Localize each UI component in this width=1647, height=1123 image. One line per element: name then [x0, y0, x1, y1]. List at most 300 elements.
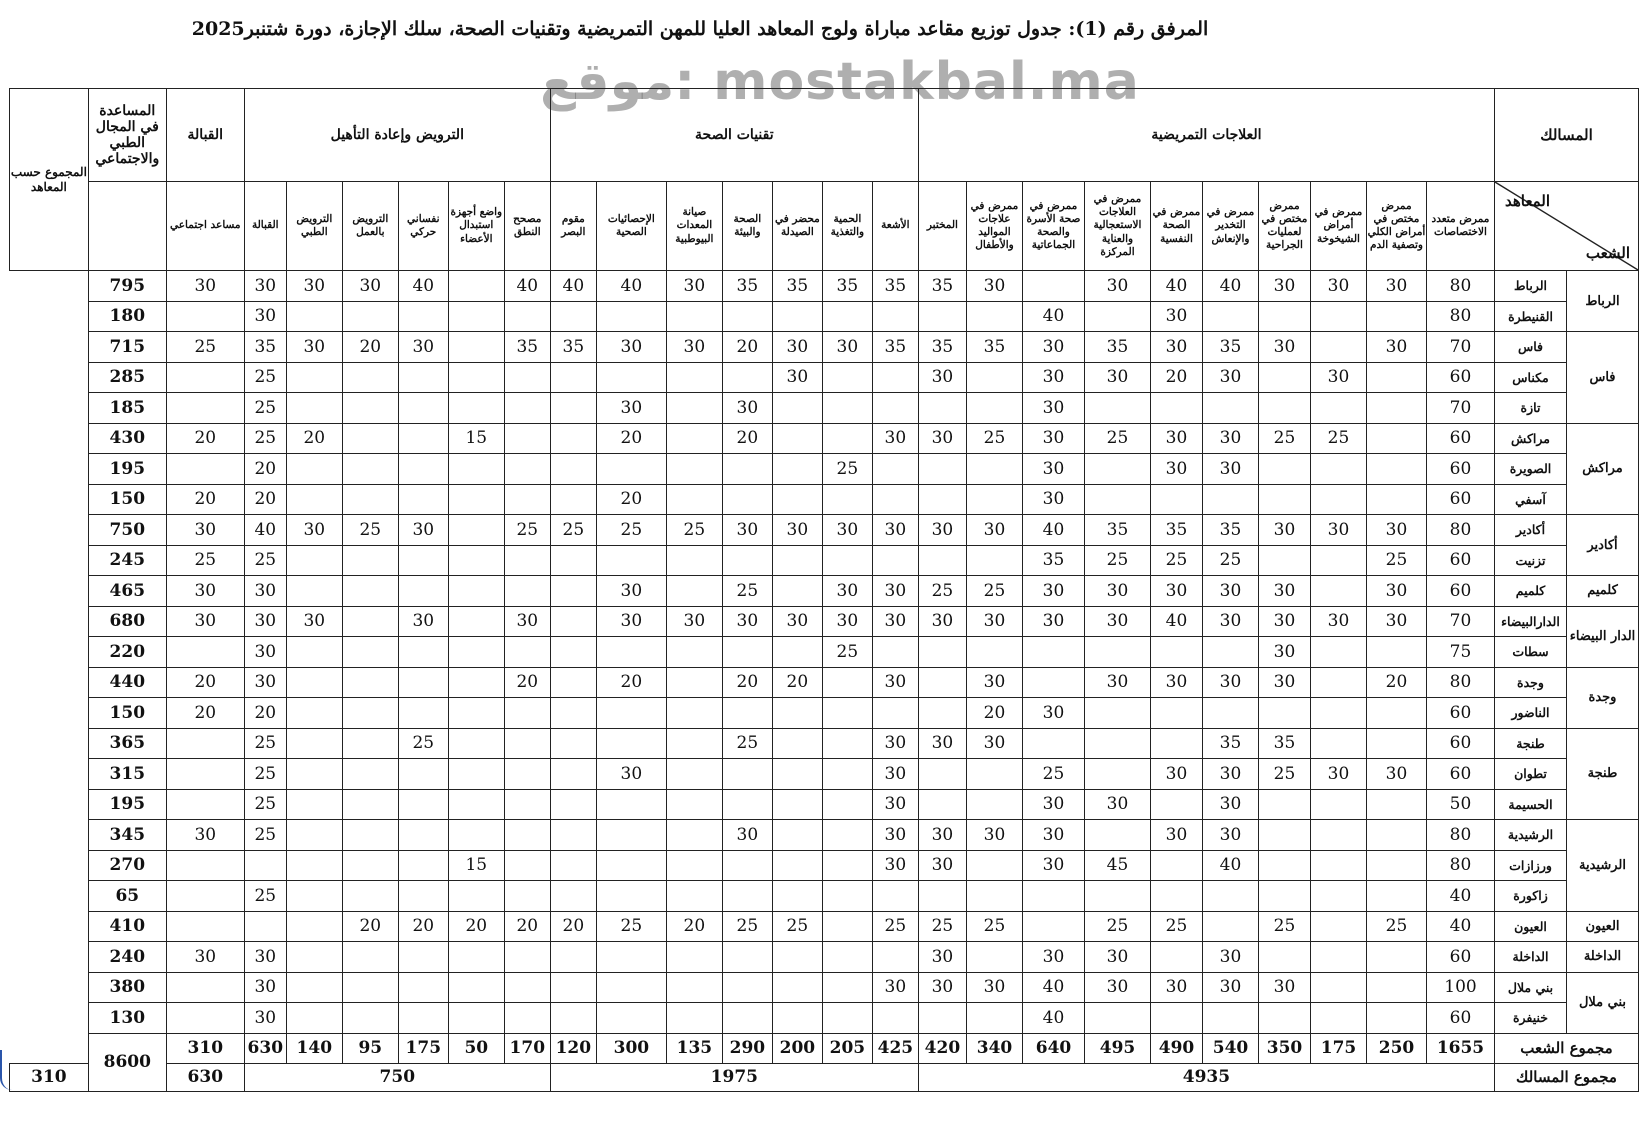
seat-count-cell [1150, 637, 1202, 668]
seat-count-cell [918, 454, 966, 485]
seat-count-cell: 30 [286, 606, 342, 637]
seat-count-cell: 30 [1084, 362, 1150, 393]
seat-count-cell [504, 423, 550, 454]
seat-count-cell [504, 1003, 550, 1034]
seat-count-cell [342, 454, 398, 485]
seat-count-cell [772, 972, 822, 1003]
seat-count-cell [666, 698, 722, 729]
seat-count-cell: 30 [822, 606, 872, 637]
seat-count-cell: 25 [722, 728, 772, 759]
seat-count-cell: 30 [244, 942, 286, 973]
seat-count-cell [666, 362, 722, 393]
seat-count-cell: 30 [244, 1003, 286, 1034]
specialties-label: الشعب [1585, 244, 1630, 262]
seat-count-cell: 60 [1426, 576, 1494, 607]
seat-count-cell: 40 [1426, 881, 1494, 912]
seat-count-cell: 30 [244, 301, 286, 332]
seat-count-cell [550, 972, 596, 1003]
branch-header: القبالة [166, 89, 244, 182]
seat-count-cell: 25 [1150, 545, 1202, 576]
seat-distribution-table [9, 88, 1639, 1092]
seat-count-cell [1150, 789, 1202, 820]
seat-count-cell: 25 [244, 759, 286, 790]
seat-count-cell [550, 637, 596, 668]
specialty-header: نفساني حركي [398, 182, 448, 271]
region-cell: كلميم [1567, 576, 1639, 607]
seat-count-cell [872, 454, 918, 485]
seat-count-cell [398, 698, 448, 729]
seat-count-cell: 30 [166, 515, 244, 546]
seat-count-cell: 25 [342, 515, 398, 546]
institute-cell: الحسيمة [1494, 789, 1566, 820]
seat-count-cell [1310, 728, 1366, 759]
seat-count-cell [448, 606, 504, 637]
seat-count-cell [504, 759, 550, 790]
seat-count-cell: 60 [1426, 942, 1494, 973]
seat-count-cell [1310, 1003, 1366, 1034]
seat-count-cell [1366, 881, 1426, 912]
seat-count-cell: 20 [1366, 667, 1426, 698]
seat-count-cell [666, 667, 722, 698]
seat-count-cell [166, 393, 244, 424]
seat-count-cell [1258, 789, 1310, 820]
seat-count-cell [550, 454, 596, 485]
seat-count-cell [448, 332, 504, 363]
watermark: موقع: mostakbal.ma [540, 52, 1140, 112]
seat-count-cell [342, 820, 398, 851]
seat-count-cell [550, 881, 596, 912]
seat-count-cell: 25 [1310, 423, 1366, 454]
branch-total-cell: 1975 [550, 1063, 918, 1091]
seat-count-cell [822, 789, 872, 820]
seat-count-cell [596, 545, 666, 576]
seat-count-cell [504, 820, 550, 851]
seat-count-cell [550, 698, 596, 729]
seat-count-cell [166, 301, 244, 332]
specialty-header: مساعد اجتماعي [166, 182, 244, 271]
seat-count-cell [550, 362, 596, 393]
seat-count-cell [550, 1003, 596, 1034]
seat-count-cell [448, 698, 504, 729]
seat-count-cell: 30 [596, 393, 666, 424]
seat-count-cell: 30 [918, 972, 966, 1003]
seat-count-cell: 25 [166, 545, 244, 576]
table-row [10, 942, 1639, 973]
seat-count-cell [666, 759, 722, 790]
seat-count-cell [722, 881, 772, 912]
seat-count-cell [918, 301, 966, 332]
distribution-table-container [9, 88, 1639, 1092]
seat-count-cell [398, 972, 448, 1003]
seat-count-cell: 30 [286, 515, 342, 546]
seat-count-cell: 30 [872, 972, 918, 1003]
specialty-header: محضر في الصيدلة [772, 182, 822, 271]
seat-count-cell: 30 [918, 423, 966, 454]
seat-count-cell [1150, 393, 1202, 424]
specialty-total-cell: 630 [244, 1033, 286, 1063]
seat-count-cell: 30 [1022, 850, 1084, 881]
specialty-header: صيانة المعدات البيوطبية [666, 182, 722, 271]
seat-count-cell: 25 [1258, 759, 1310, 790]
seat-count-cell [1310, 667, 1366, 698]
seat-count-cell: 20 [722, 332, 772, 363]
table-row [10, 271, 1639, 302]
seat-count-cell [822, 393, 872, 424]
seat-count-cell: 30 [966, 515, 1022, 546]
specialty-total-cell: 50 [448, 1033, 504, 1063]
seat-count-cell: 30 [918, 942, 966, 973]
seat-count-cell [596, 728, 666, 759]
seat-count-cell: 30 [666, 271, 722, 302]
seat-count-cell: 35 [1150, 515, 1202, 546]
seat-count-cell: 30 [166, 606, 244, 637]
seat-count-cell: 30 [966, 728, 1022, 759]
seat-count-cell: 30 [166, 271, 244, 302]
seat-count-cell [1310, 820, 1366, 851]
seat-count-cell: 25 [1258, 911, 1310, 942]
seat-count-cell: 30 [342, 271, 398, 302]
seat-count-cell [342, 667, 398, 698]
seat-count-cell [966, 362, 1022, 393]
seat-count-cell: 35 [872, 271, 918, 302]
seat-count-cell [666, 423, 722, 454]
specialty-header: ممرض مختص في أمراض الكلي وتصفية الدم [1366, 182, 1426, 271]
seat-count-cell [1150, 484, 1202, 515]
seat-count-cell [1258, 698, 1310, 729]
branch-totals-row [10, 1063, 1639, 1091]
seat-count-cell: 30 [596, 759, 666, 790]
seat-count-cell [286, 759, 342, 790]
seat-count-cell: 30 [1150, 332, 1202, 363]
document-title: المرفق رقم (1): جدول توزيع مقاعد مباراة ولوج المعاهد العليا للمهن التمريضية وتقنيات الصحة، سلك الإجازة، دورة شتنبر2025 [191, 18, 1209, 40]
seat-count-cell: 80 [1426, 271, 1494, 302]
seat-count-cell: 30 [918, 362, 966, 393]
institute-total-cell: 680 [88, 606, 166, 637]
seat-count-cell: 20 [596, 423, 666, 454]
seat-count-cell: 30 [722, 820, 772, 851]
branch-header: الترويض وإعادة التأهيل [244, 89, 550, 182]
seat-count-cell: 20 [166, 423, 244, 454]
header-specialties-row [10, 182, 1639, 271]
table-row [10, 393, 1639, 424]
seat-count-cell: 15 [448, 850, 504, 881]
seat-count-cell: 30 [1150, 667, 1202, 698]
seat-count-cell: 25 [244, 728, 286, 759]
seat-count-cell [244, 850, 286, 881]
seat-count-cell [448, 362, 504, 393]
seat-count-cell: 25 [966, 576, 1022, 607]
seat-count-cell: 40 [1202, 850, 1258, 881]
institute-cell: كلميم [1494, 576, 1566, 607]
seat-count-cell: 35 [1202, 728, 1258, 759]
seat-count-cell: 30 [1150, 301, 1202, 332]
seat-count-cell [966, 942, 1022, 973]
seat-count-cell [342, 301, 398, 332]
seat-count-cell [1366, 454, 1426, 485]
seat-count-cell: 30 [1258, 606, 1310, 637]
branch-total-cell: 4935 [918, 1063, 1494, 1091]
seat-count-cell: 30 [966, 606, 1022, 637]
table-row [10, 850, 1639, 881]
seat-count-cell [1310, 942, 1366, 973]
seat-count-cell [666, 881, 722, 912]
seat-count-cell: 30 [1258, 515, 1310, 546]
seat-count-cell [596, 942, 666, 973]
seat-count-cell [1150, 942, 1202, 973]
seat-count-cell [722, 637, 772, 668]
seat-count-cell: 60 [1426, 759, 1494, 790]
seat-count-cell [1084, 820, 1150, 851]
seat-count-cell [722, 759, 772, 790]
seat-count-cell [286, 972, 342, 1003]
branch-total-cell: 750 [244, 1063, 550, 1091]
seat-count-cell [504, 484, 550, 515]
seat-count-cell [1366, 972, 1426, 1003]
seat-count-cell: 25 [504, 515, 550, 546]
signature-mark [0, 1050, 12, 1090]
seat-count-cell [342, 789, 398, 820]
table-row [10, 728, 1639, 759]
seat-count-cell [1022, 728, 1084, 759]
table-row [10, 484, 1639, 515]
seat-count-cell: 25 [166, 332, 244, 363]
seat-count-cell [448, 637, 504, 668]
seat-count-cell [166, 972, 244, 1003]
seat-count-cell [244, 911, 286, 942]
seat-count-cell: 30 [1022, 454, 1084, 485]
seat-count-cell [596, 362, 666, 393]
institute-total-cell: 270 [88, 850, 166, 881]
seat-count-cell [1084, 1003, 1150, 1034]
table-row [10, 881, 1639, 912]
seat-count-cell [1084, 393, 1150, 424]
seat-count-cell: 30 [1022, 576, 1084, 607]
institute-cell: زاكورة [1494, 881, 1566, 912]
seat-count-cell [286, 850, 342, 881]
seat-count-cell [772, 820, 822, 851]
seat-count-cell: 20 [550, 911, 596, 942]
seat-count-cell: 30 [722, 515, 772, 546]
seat-count-cell [166, 789, 244, 820]
seat-count-cell: 30 [596, 332, 666, 363]
seat-count-cell: 30 [872, 606, 918, 637]
seat-count-cell: 35 [1202, 332, 1258, 363]
seat-count-cell: 40 [1022, 301, 1084, 332]
specialty-header: الإحصائيات الصحية [596, 182, 666, 271]
seat-count-cell [1258, 545, 1310, 576]
seat-count-cell [398, 667, 448, 698]
institute-cell: مكناس [1494, 362, 1566, 393]
specialty-total-cell: 95 [342, 1033, 398, 1063]
specialty-header: مقوم البصر [550, 182, 596, 271]
seat-count-cell [286, 911, 342, 942]
seat-count-cell: 30 [1084, 606, 1150, 637]
institute-cell: الداخلة [1494, 942, 1566, 973]
institute-cell: طنجة [1494, 728, 1566, 759]
seat-count-cell [822, 667, 872, 698]
seat-count-cell: 25 [918, 576, 966, 607]
institute-cell: خنيفرة [1494, 1003, 1566, 1034]
institute-cell: القنيطرة [1494, 301, 1566, 332]
specialty-header: ممرض متعدد الاختصاصات [1426, 182, 1494, 271]
seat-count-cell [596, 637, 666, 668]
seat-count-cell: 30 [872, 850, 918, 881]
seat-count-cell: 30 [244, 972, 286, 1003]
branch-total-cell: 310 [10, 1063, 89, 1091]
table-row [10, 789, 1639, 820]
seat-count-cell [822, 881, 872, 912]
seat-count-cell [966, 1003, 1022, 1034]
seat-count-cell [822, 698, 872, 729]
seat-count-cell: 30 [1022, 362, 1084, 393]
seat-count-cell: 30 [722, 606, 772, 637]
institute-total-cell: 180 [88, 301, 166, 332]
seat-count-cell: 30 [1150, 972, 1202, 1003]
table-row [10, 759, 1639, 790]
seat-count-cell: 25 [1202, 545, 1258, 576]
seat-count-cell: 30 [1202, 667, 1258, 698]
institute-total-cell: 285 [88, 362, 166, 393]
seat-count-cell [1202, 1003, 1258, 1034]
seat-count-cell [1366, 393, 1426, 424]
seat-count-cell [448, 942, 504, 973]
seat-count-cell [1022, 271, 1084, 302]
seat-count-cell: 60 [1426, 454, 1494, 485]
specialty-total-cell: 135 [666, 1033, 722, 1063]
table-row [10, 515, 1639, 546]
seat-count-cell: 30 [772, 606, 822, 637]
seat-count-cell [166, 881, 244, 912]
seat-count-cell: 30 [872, 576, 918, 607]
seat-count-cell [398, 942, 448, 973]
seat-count-cell [448, 820, 504, 851]
seat-count-cell [1310, 972, 1366, 1003]
table-row [10, 911, 1639, 942]
seat-count-cell [666, 454, 722, 485]
seat-count-cell: 20 [244, 698, 286, 729]
seat-count-cell [1084, 637, 1150, 668]
seat-count-cell [398, 637, 448, 668]
seat-count-cell [1310, 301, 1366, 332]
institute-total-cell: 245 [88, 545, 166, 576]
seat-count-cell [918, 545, 966, 576]
seat-count-cell: 30 [772, 332, 822, 363]
seat-count-cell [1366, 820, 1426, 851]
seat-count-cell [872, 942, 918, 973]
seat-count-cell [1310, 881, 1366, 912]
seat-count-cell [966, 759, 1022, 790]
seat-count-cell [1084, 881, 1150, 912]
specialty-header: ممرض في صحة الأسرة والصحة الجماعاتية [1022, 182, 1084, 271]
seat-count-cell [448, 789, 504, 820]
table-row [10, 820, 1639, 851]
seat-count-cell: 20 [966, 698, 1022, 729]
seat-count-cell: 30 [244, 637, 286, 668]
seat-count-cell: 25 [1084, 423, 1150, 454]
specialty-total-cell: 120 [550, 1033, 596, 1063]
seat-count-cell: 25 [772, 911, 822, 942]
seat-count-cell [722, 301, 772, 332]
seat-count-cell [286, 393, 342, 424]
seat-count-cell: 25 [244, 789, 286, 820]
seat-count-cell [596, 881, 666, 912]
seat-count-cell [398, 850, 448, 881]
seat-count-cell: 30 [872, 759, 918, 790]
seat-count-cell [448, 759, 504, 790]
seat-count-cell [872, 698, 918, 729]
seat-count-cell [772, 942, 822, 973]
header-branches-row [10, 89, 1639, 182]
seat-count-cell [1310, 911, 1366, 942]
seat-count-cell: 30 [596, 606, 666, 637]
seat-count-cell [504, 545, 550, 576]
seat-count-cell [1258, 484, 1310, 515]
seat-count-cell [286, 484, 342, 515]
seat-count-cell: 35 [1258, 728, 1310, 759]
seat-count-cell: 30 [822, 576, 872, 607]
institute-total-cell: 195 [88, 789, 166, 820]
seat-count-cell [1084, 698, 1150, 729]
seat-count-cell [1366, 789, 1426, 820]
seat-count-cell [550, 606, 596, 637]
seat-count-cell [966, 881, 1022, 912]
seat-count-cell [966, 545, 1022, 576]
table-row [10, 454, 1639, 485]
seat-count-cell [286, 1003, 342, 1034]
seat-count-cell: 30 [918, 728, 966, 759]
seat-count-cell: 20 [666, 911, 722, 942]
seat-count-cell [772, 881, 822, 912]
seat-count-cell [504, 454, 550, 485]
seat-count-cell: 30 [398, 606, 448, 637]
seat-count-cell: 30 [1022, 942, 1084, 973]
specialty-header: الحمية والتغذية [822, 182, 872, 271]
seat-count-cell: 80 [1426, 820, 1494, 851]
seat-count-cell [1202, 911, 1258, 942]
seat-count-cell [342, 484, 398, 515]
seat-count-cell [1150, 698, 1202, 729]
seat-count-cell: 30 [1258, 972, 1310, 1003]
seat-count-cell [448, 667, 504, 698]
seat-count-cell: 30 [1310, 515, 1366, 546]
table-row [10, 606, 1639, 637]
seat-count-cell [448, 393, 504, 424]
seat-count-cell [966, 484, 1022, 515]
seat-count-cell [1258, 850, 1310, 881]
seat-count-cell: 20 [166, 698, 244, 729]
seat-count-cell [1258, 820, 1310, 851]
seat-count-cell [1366, 637, 1426, 668]
seat-count-cell: 20 [772, 667, 822, 698]
institute-total-cell: 150 [88, 698, 166, 729]
seat-count-cell [1202, 698, 1258, 729]
institute-cell: أكادير [1494, 515, 1566, 546]
seat-count-cell: 25 [244, 423, 286, 454]
table-row [10, 301, 1639, 332]
seat-count-cell [596, 789, 666, 820]
institute-cell: الرباط [1494, 271, 1566, 302]
seat-count-cell [342, 576, 398, 607]
seat-count-cell: 30 [966, 972, 1022, 1003]
seat-count-cell [722, 942, 772, 973]
seat-count-cell [286, 301, 342, 332]
seat-count-cell: 30 [966, 667, 1022, 698]
table-row [10, 362, 1639, 393]
institute-total-cell: 150 [88, 484, 166, 515]
seat-count-cell: 40 [1150, 606, 1202, 637]
specialty-total-cell: 205 [822, 1033, 872, 1063]
seat-count-cell [342, 972, 398, 1003]
